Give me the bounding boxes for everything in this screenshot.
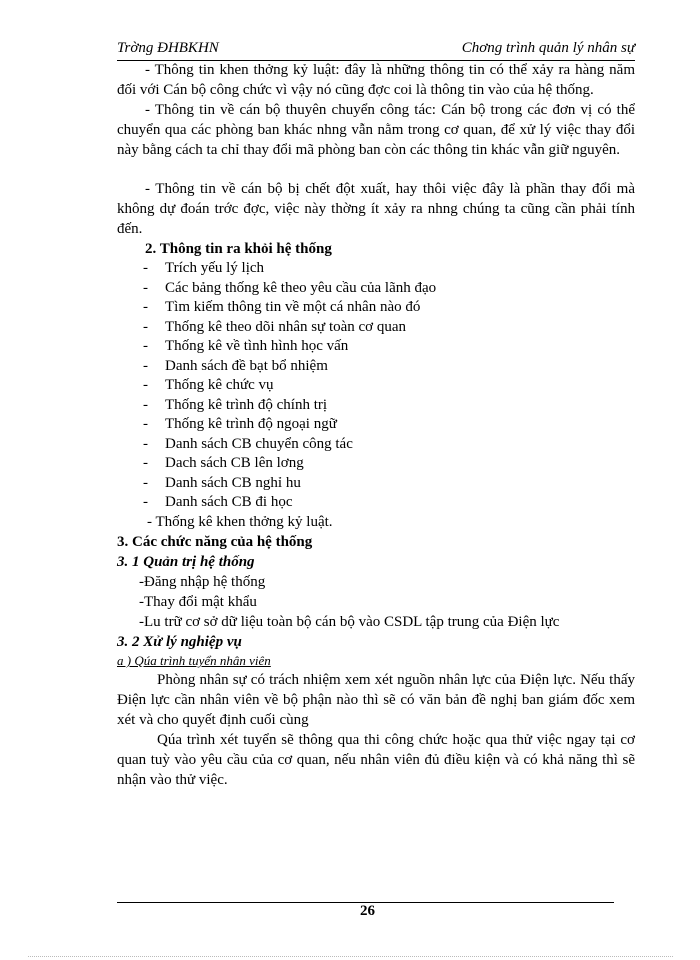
output-list: [117, 259, 635, 513]
admin-item-storage: -Lu trữ cơ sở dữ liệu toàn bộ cán bộ vào CSDL tập trung của Điện lực: [139, 614, 560, 630]
list-item: - Danh sách CB đi học: [117, 493, 635, 513]
dash-icon: -: [143, 279, 148, 296]
header-school: Trờng ĐHBKHN: [117, 40, 219, 56]
paragraph-reward-discipline: - Thông tin khen thởng kỷ luật: đây là những thông tin có thể xảy ra hàng năm đối với Cán bộ công chức vì vậy nó cũng đợc coi là thông tin vào của hệ thống.: [117, 62, 635, 98]
output-heading: 2. Thông tin ra khỏi hệ thống: [145, 241, 332, 257]
section-heading-functions: 3. Các chức năng của hệ thống: [117, 534, 313, 550]
list-item: - Danh sách CB chuyển công tác: [117, 435, 635, 455]
list-item: - Thống kê trình độ chính trị: [117, 396, 635, 416]
dash-icon: -: [143, 455, 148, 471]
dash-icon: -: [143, 357, 148, 374]
dash-icon: -: [143, 318, 148, 335]
paragraph-death-resign: - Thông tin về cán bộ bị chết đột xuất, hay thôi việc đây là phần thay đổi mà không dự đoán trớc đợc, việc này thờng ít xảy ra nhng chúng ta cũng cần phải tính đến.: [117, 181, 635, 237]
list-item: - Thống kê về tình hình học vấn: [117, 337, 635, 357]
list-item: - Các bảng thống kê theo yêu cầu của lãnh đạo: [117, 279, 635, 299]
list-item: - Thống kê chức vụ: [117, 376, 635, 396]
paragraph-hr-responsibility: Phòng nhân sự có trách nhiệm xem xét nguồn nhân lực của Điện lực. Nếu thấy Điện lực cần nhân viên về bộ phận nào thì sẽ có văn bản đề nghị ban giám đốc xem xét và cho quyết định cuối cùng: [117, 672, 635, 728]
list-item: - Danh sách đề bạt bổ nhiệm: [117, 357, 635, 377]
dash-icon: -: [143, 396, 148, 413]
subsection-admin: 3. 1 Quản trị hệ thống: [117, 554, 255, 570]
page-bottom-border: [28, 956, 673, 957]
dash-icon: -: [143, 416, 148, 432]
admin-item-password: -Thay đổi mật khẩu: [139, 594, 257, 610]
admin-item-login: -Đăng nhập hệ thống: [139, 574, 266, 590]
list-item: - Thống kê trình độ ngoại ngữ: [117, 415, 635, 435]
spacer: [117, 160, 635, 179]
list-item: - Tìm kiếm thông tin về một cá nhân nào đó: [117, 298, 635, 318]
dash-icon: -: [143, 260, 148, 276]
list-item: - Danh sách CB nghỉ hu: [117, 474, 635, 494]
page-header: [117, 40, 635, 61]
list-item: - Dach sách CB lên lơng: [117, 454, 635, 474]
subsection-recruitment: a ) Qúa trình tuyển nhân viên: [117, 653, 271, 668]
dash-icon: -: [143, 435, 148, 452]
dash-icon: -: [143, 377, 148, 393]
list-item: - Trích yếu lý lịch: [117, 259, 635, 279]
list-item-reward: - Thống kê khen thởng kỷ luật.: [147, 513, 333, 530]
dash-icon: -: [143, 474, 148, 491]
paragraph-transfer: - Thông tin về cán bộ thuyên chuyển công tác: Cán bộ trong các đơn vị có thể chuyển qua các phòng ban khác nhng vẫn nằm trong cơ quan, để xử lý việc thay đổi này bằng cách ta chỉ thay đổi mã phòng ban còn các thông tin khác vẫn giữ nguyên.: [117, 102, 635, 158]
dash-icon: -: [143, 338, 148, 354]
dash-icon: -: [143, 299, 148, 315]
page-number: 26: [360, 903, 375, 919]
subsection-business: 3. 2 Xử lý nghiệp vụ: [117, 634, 242, 650]
dash-icon: -: [143, 494, 148, 510]
page-body: [117, 60, 635, 790]
list-item: - Thống kê theo dõi nhân sự toàn cơ quan: [117, 318, 635, 338]
header-title: Chơng trình quản lý nhân sự: [461, 40, 635, 56]
paragraph-selection-process: Qúa trình xét tuyển sẽ thông qua thi công chức hoặc qua thử việc ngay tại cơ quan tuỳ vào yêu cầu của cơ quan, nếu nhân viên đủ điều kiện và có khả năng thì sẽ nhận vào thử việc.: [117, 732, 635, 788]
